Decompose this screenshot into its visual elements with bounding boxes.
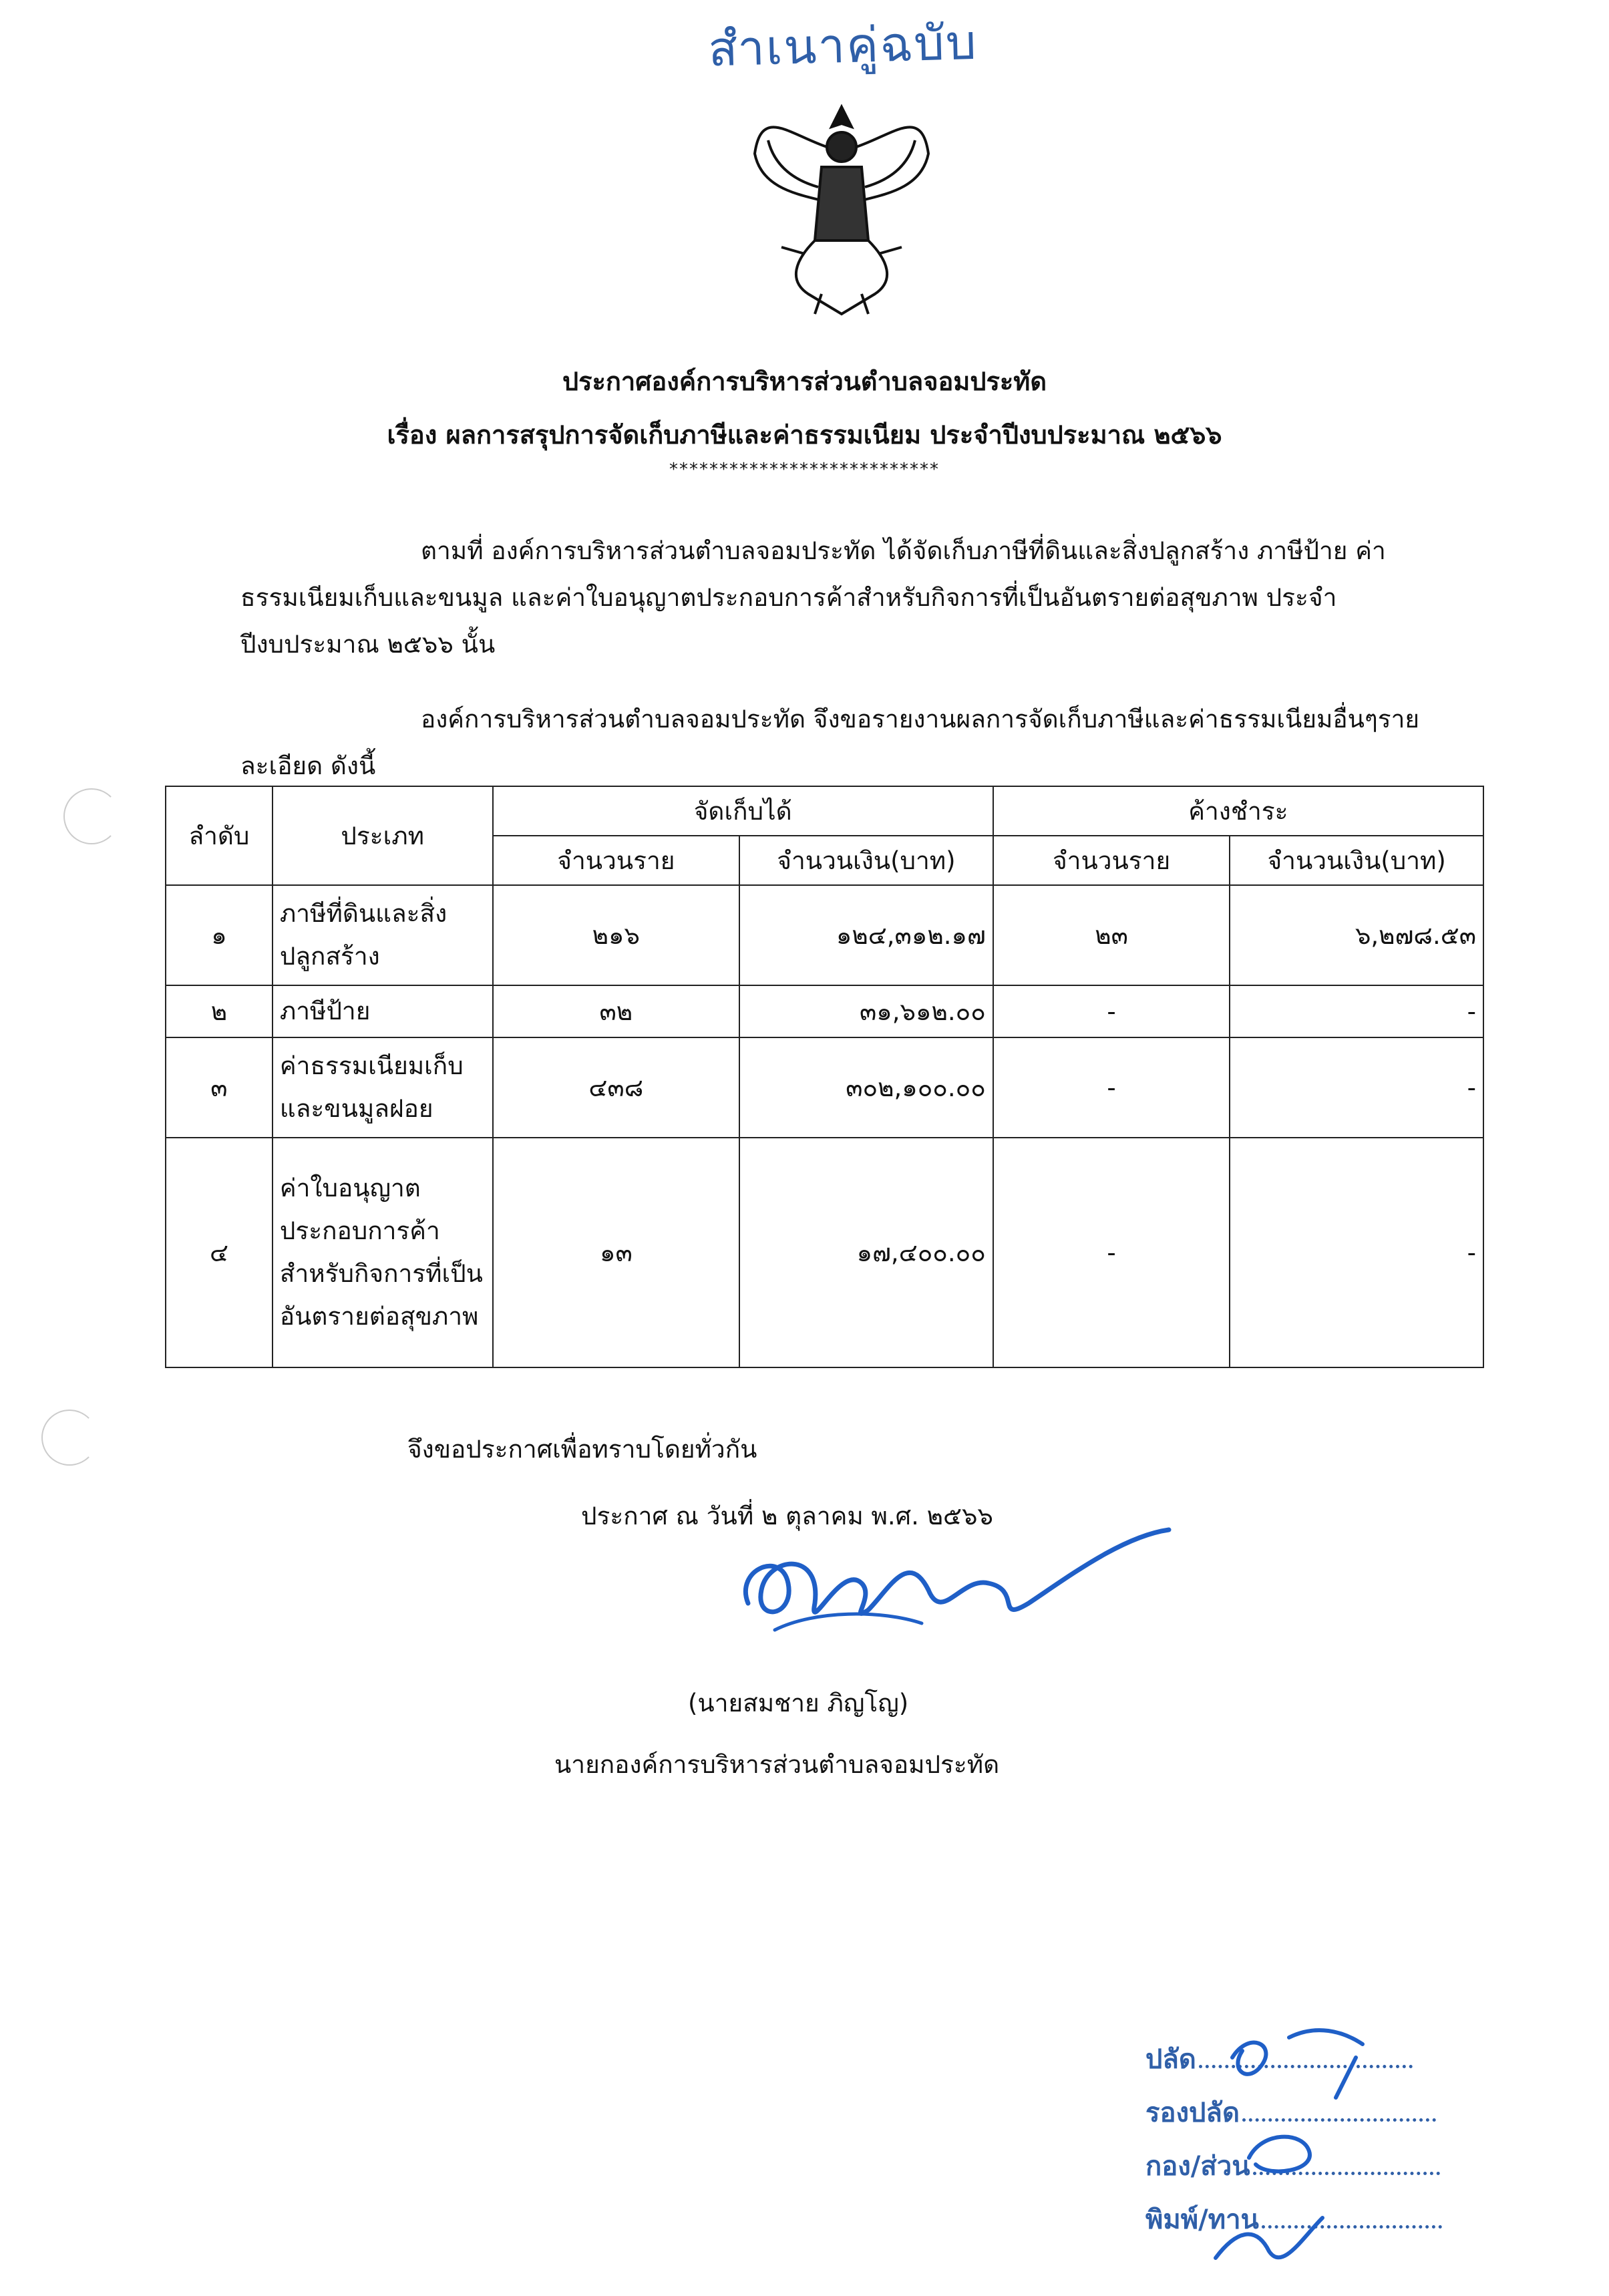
- collected-count: ๓๒: [493, 985, 740, 1037]
- collected-amount: ๓๐๒,๑๐๐.๐๐: [739, 1037, 993, 1138]
- header-collected-count: จำนวนราย: [493, 836, 740, 885]
- signer-name: (นายสมชาย ภิญโญ): [688, 1689, 909, 1717]
- routing-label: ปลัด: [1145, 2044, 1196, 2075]
- signer-position: นายกองค์การบริหารส่วนตำบลจอมประทัด: [554, 1750, 1000, 1779]
- row-number: ๒: [166, 985, 273, 1037]
- outstanding-amount: -: [1230, 1037, 1483, 1138]
- row-type: ภาษีที่ดินและสิ่งปลูกสร้าง: [273, 885, 493, 985]
- row-type: ค่าธรรมเนียมเก็บและขนมูลฝอย: [273, 1037, 493, 1138]
- outstanding-amount: ๖,๒๗๘.๕๓: [1230, 885, 1483, 985]
- routing-label: กอง/ส่วน: [1145, 2151, 1250, 2182]
- garuda-emblem-icon: [741, 94, 942, 321]
- header-type: ประเภท: [273, 786, 493, 885]
- row-number: ๔: [166, 1138, 273, 1367]
- table-row: [166, 885, 1483, 985]
- row-type: ค่าใบอนุญาตประกอบการค้าสำหรับกิจการที่เป็นอันตรายต่อสุขภาพ: [273, 1138, 493, 1367]
- announcement-subject: เรื่อง ผลการสรุปการจัดเก็บภาษีและค่าธรรมเนียม ประจำปีงบประมาณ ๒๕๖๖: [387, 420, 1222, 450]
- row-type: ภาษีป้าย: [273, 985, 493, 1037]
- row-number: ๑: [166, 885, 273, 985]
- report-paragraph: องค์การบริหารส่วนตำบลจอมประทัด จึงขอรายงานผลการจัดเก็บภาษีและค่าธรรมเนียมอื่นๆรายละเอียด ดังนี้: [240, 705, 1420, 780]
- outstanding-count: -: [993, 985, 1230, 1037]
- collected-amount: ๑๗,๔๐๐.๐๐: [739, 1138, 993, 1367]
- announcement-title: ประกาศองค์การบริหารส่วนตำบลจอมประทัด: [562, 367, 1047, 396]
- header-collected: จัดเก็บได้: [493, 786, 993, 836]
- copy-stamp: สำเนาคู่ฉบับ: [707, 13, 978, 77]
- closing-statement: จึงขอประกาศเพื่อทราบโดยทั่วกัน: [407, 1435, 757, 1464]
- outstanding-amount: -: [1230, 1138, 1483, 1367]
- table-row: [166, 1037, 1483, 1138]
- announcement-date: ประกาศ ณ วันที่ ๒ ตุลาคม พ.ศ. ๒๕๖๖: [581, 1502, 994, 1530]
- punch-hole-mark: [63, 788, 120, 844]
- outstanding-count: ๒๓: [993, 885, 1230, 985]
- outstanding-count: -: [993, 1037, 1230, 1138]
- header-outstanding-amount: จำนวนเงิน(บาท): [1230, 836, 1483, 885]
- header-outstanding-count: จำนวนราย: [993, 836, 1230, 885]
- header-order: ลำดับ: [166, 786, 273, 885]
- title-divider: ***************************: [669, 460, 940, 480]
- table-row: [166, 985, 1483, 1037]
- collected-count: ๑๓: [493, 1138, 740, 1367]
- collected-count: ๒๑๖: [493, 885, 740, 985]
- fee-collection-table: [165, 786, 1484, 1368]
- punch-hole-mark: [41, 1410, 98, 1466]
- outstanding-count: -: [993, 1138, 1230, 1367]
- routing-label: รองปลัด: [1145, 2098, 1240, 2128]
- header-collected-amount: จำนวนเงิน(บาท): [739, 836, 993, 885]
- collected-count: ๔๓๘: [493, 1037, 740, 1138]
- collected-amount: ๓๑,๖๑๒.๐๐: [739, 985, 993, 1037]
- routing-label: พิมพ์/ทาน: [1145, 2204, 1259, 2235]
- intro-paragraph: ตามที่ องค์การบริหารส่วนตำบลจอมประทัด ได้จัดเก็บภาษีที่ดินและสิ่งปลูกสร้าง ภาษีป้าย ค่าธรรมเนียมเก็บและขนมูล และค่าใบอนุญาตประกอบการค้าสำหรับกิจการที่เป็นอันตรายต่อสุขภาพ ประจำปีงบประมาณ ๒๕๖๖ นั้น: [240, 536, 1386, 659]
- header-outstanding: ค้างชำระ: [993, 786, 1483, 836]
- initials-mark: [1169, 2017, 1503, 2278]
- collected-amount: ๑๒๔,๓๑๒.๑๗: [739, 885, 993, 985]
- row-number: ๓: [166, 1037, 273, 1138]
- outstanding-amount: -: [1230, 985, 1483, 1037]
- signature-mark: [708, 1510, 1176, 1643]
- table-row: [166, 1138, 1483, 1367]
